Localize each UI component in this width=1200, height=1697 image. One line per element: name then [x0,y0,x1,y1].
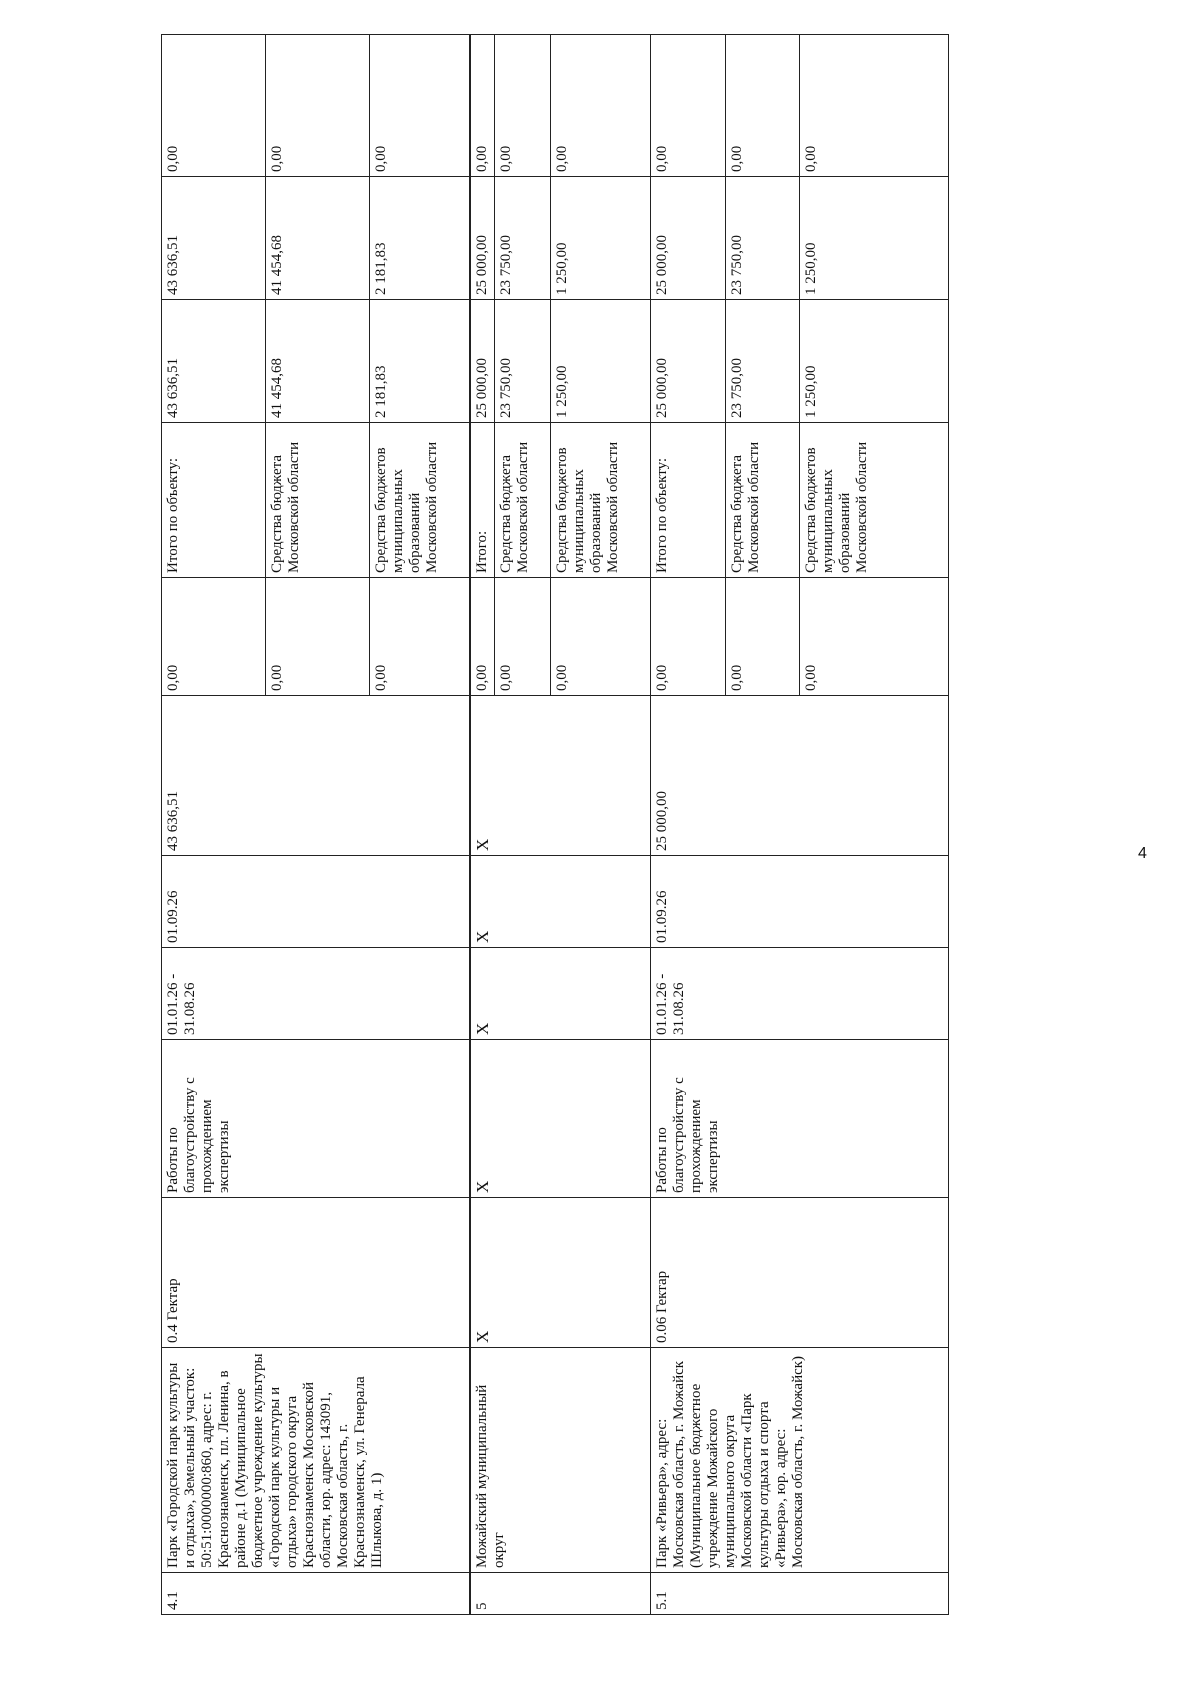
capacity-cell: Х [470,1198,651,1348]
row-number: 4.1 [162,1573,470,1615]
works-type-cell: Работы по благоустройству с прохождением экспертизы [162,1040,470,1198]
paid-sub-cell: 0,00 [494,578,550,696]
amount-b: 1 250,00 [550,177,650,300]
page-number: 4 [1138,845,1147,862]
paid-total-cell: 0,00 [162,578,266,696]
amount-b: 23 750,00 [494,177,550,300]
rotated-table-wrapper [161,75,941,1615]
amount-total-a: 25 000,00 [650,300,725,423]
paid-sub-cell: 0,00 [725,578,799,696]
amount-c: 0,00 [266,35,370,177]
object-description: Можайский муниципальный округ [470,1348,651,1573]
table-row-5 [470,35,495,1615]
amount-b: 23 750,00 [725,177,799,300]
period-cell: 01.01.26 - 31.08.26 [162,948,470,1040]
table-row-5-1 [650,35,725,1615]
amount-a: 23 750,00 [494,300,550,423]
paid-sub-cell: 0,00 [550,578,650,696]
amount-c: 0,00 [370,35,470,177]
amount-a: 23 750,00 [725,300,799,423]
paid-sub-cell: 0,00 [266,578,370,696]
source-label: Средства бюджетов муниципальных образований Московской области [799,423,948,578]
source-label: Средства бюджета Московской области [266,423,370,578]
amount-c: 0,00 [799,35,948,177]
amount-total-a: 43 636,51 [162,300,266,423]
amount-b: 1 250,00 [799,177,948,300]
amount-b: 2 181,83 [370,177,470,300]
row-number: 5.1 [650,1573,948,1615]
amount-total-b: 43 636,51 [162,177,266,300]
amount-total-c: 0,00 [162,35,266,177]
amount-a: 1 250,00 [550,300,650,423]
amount-total-a: 25 000,00 [470,300,495,423]
amount-c: 0,00 [550,35,650,177]
cost-cell: 43 636,51 [162,696,470,856]
paid-sub-cell: 0,00 [799,578,948,696]
amount-b: 41 454,68 [266,177,370,300]
amount-total-b: 25 000,00 [650,177,725,300]
capacity-cell: 0.4 Гектар [162,1198,470,1348]
amount-a: 2 181,83 [370,300,470,423]
paid-total-cell: 0,00 [650,578,725,696]
amount-a: 1 250,00 [799,300,948,423]
source-label: Средства бюджета Московской области [494,423,550,578]
paid-total-cell: 0,00 [470,578,495,696]
amount-total-c: 0,00 [650,35,725,177]
row-number: 5 [470,1573,651,1615]
amount-a: 41 454,68 [266,300,370,423]
period-cell: Х [470,948,651,1040]
object-description: Парк «Городской парк культуры и отдыха», Земельный участок: 50:51:0000000:860, адрес: г. Краснознаменск, пл. Ленина, в районе д.1 (Муниципальное бюджетное учреждение культуры «Городской парк культуры и отдыха» городского округа Краснознаменск Московской области, юр. адрес: 143091, Московская область, г. Краснознаменск, ул. Генерала Шлыкова, д. 1) [162,1348,470,1573]
source-label: Средства бюджетов муниципальных образований Московской области [370,423,470,578]
capacity-cell: 0.06 Гектар [650,1198,948,1348]
amount-total-b: 25 000,00 [470,177,495,300]
completion-date-cell: 01.09.26 [650,856,948,948]
source-label: Средства бюджета Московской области [725,423,799,578]
source-total-label: Итого: [470,423,495,578]
financing-table [161,34,949,1615]
cost-cell: 25 000,00 [650,696,948,856]
works-type-cell: Работы по благоустройству с прохождением экспертизы [650,1040,948,1198]
completion-date-cell: Х [470,856,651,948]
table-row-4-1 [162,35,266,1615]
works-type-cell: Х [470,1040,651,1198]
completion-date-cell: 01.09.26 [162,856,470,948]
source-label: Средства бюджетов муниципальных образований Московской области [550,423,650,578]
period-cell: 01.01.26 - 31.08.26 [650,948,948,1040]
cost-cell: Х [470,696,651,856]
amount-c: 0,00 [494,35,550,177]
paid-sub-cell: 0,00 [370,578,470,696]
amount-total-c: 0,00 [470,35,495,177]
source-total-label: Итого по объекту: [162,423,266,578]
object-description: Парк «Ривьера», адрес: Московская область, г. Можайск (Муниципальное бюджетное учреждение Можайского муниципального округа Московской области «Парк культуры отдыха и спорта «Ривьера», юр. адрес: Московская область, г. Можайск) [650,1348,948,1573]
amount-c: 0,00 [725,35,799,177]
source-total-label: Итого по объекту: [650,423,725,578]
